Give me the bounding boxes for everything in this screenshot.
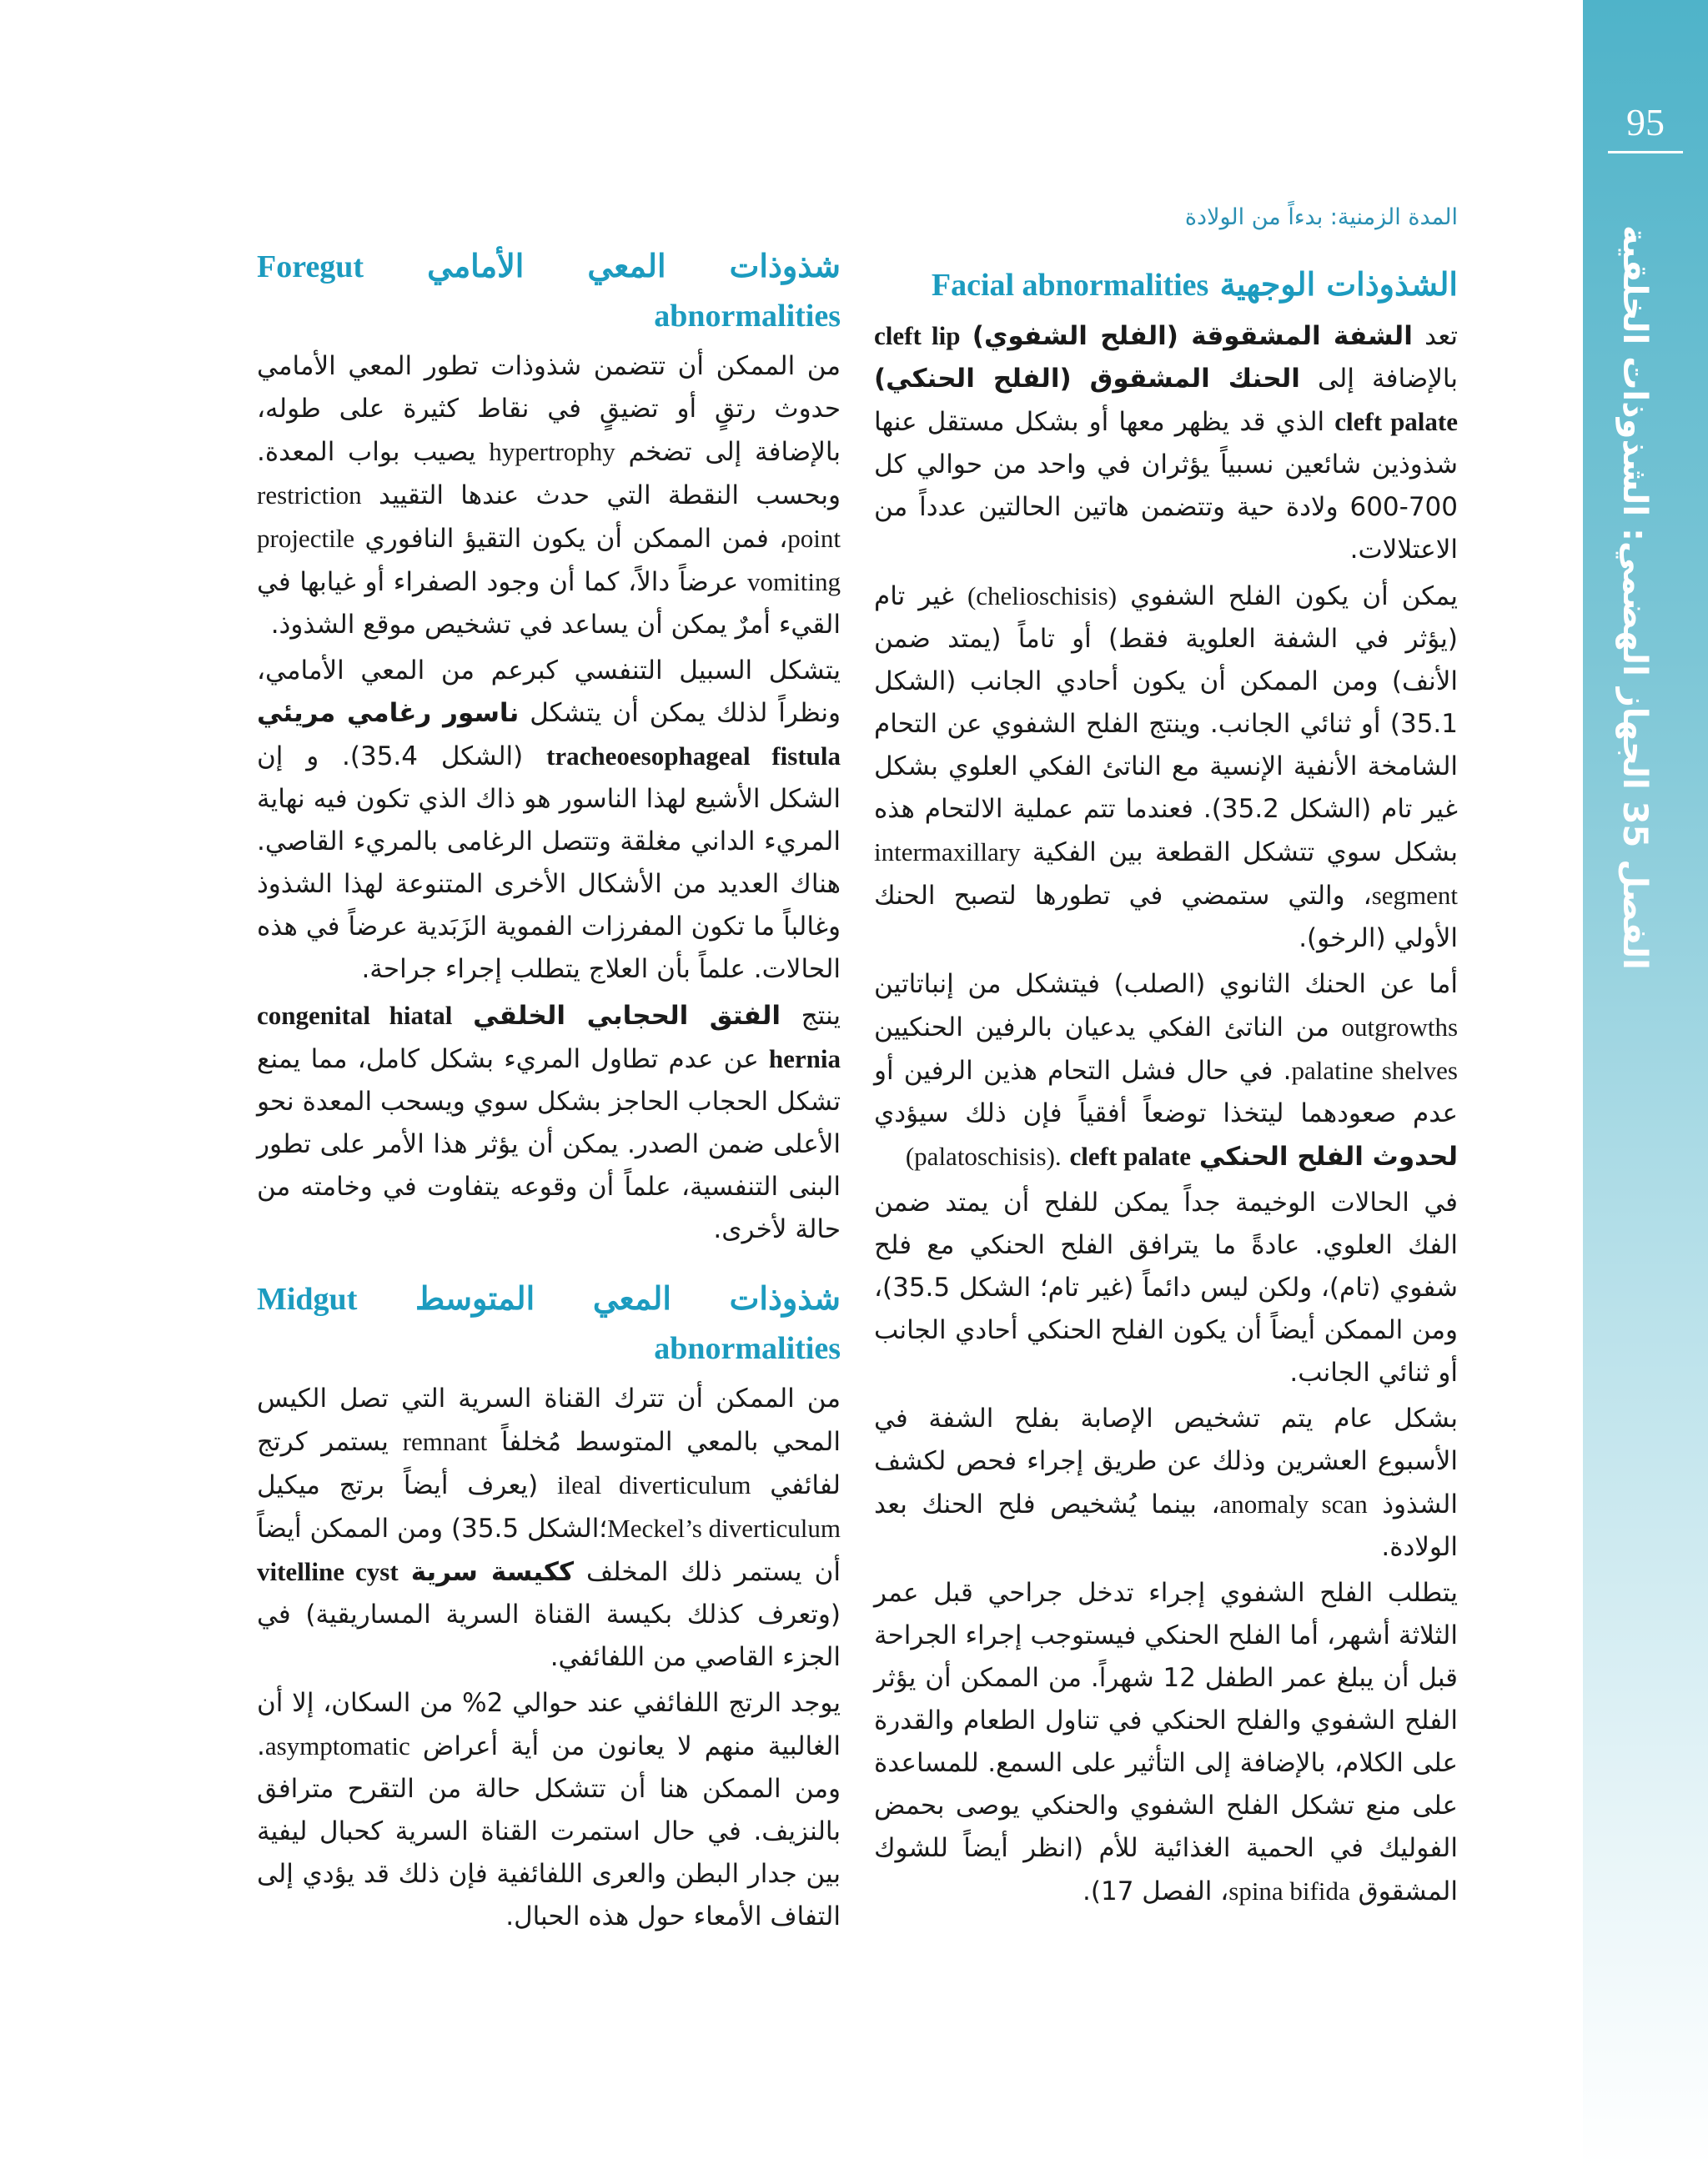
foregut-paragraph-1 bbox=[257, 345, 841, 646]
midgut-paragraph-2 bbox=[257, 1682, 841, 1938]
text-span: . في حال فشل التحام هذين الرفين أو عدم صعودهما ليتخذا توضعاً أفقياً فإن ذلك سيؤدي bbox=[874, 1056, 1458, 1128]
term-en: (chelioschisis) bbox=[967, 581, 1118, 610]
term-en: cleft palate bbox=[1334, 407, 1459, 436]
term-ar: الحنك المشقوق (الفلح الحنكي) bbox=[874, 364, 1300, 394]
term-en: intermaxillary segment bbox=[874, 837, 1458, 910]
text-span: ينتج bbox=[801, 1001, 841, 1031]
text-span: (الشكل 35.4). و إن الشكل الأشيع لهذا الناسور هو ذاك الذي تكون فيه نهاية المريء الداني مغلقة وتتصل الرغامى بالمريء القاصي. هناك العديد من الأشكال الأخرى المتنوعة لهذا الشذوذ وغالباً ما تكون المفرزات الفموية الزَبَدية عرضاً في هذه الحالات. علماً بأن العلاج يتطلب إجراء جراحة. bbox=[257, 741, 841, 984]
text-span: يتشكل السبيل التنفسي كبرعم من المعي الأمامي، ونظراً لذلك يمكن أن يتشكل bbox=[257, 656, 841, 728]
text-span: ، والتي ستمضي في تطورها لتصبح الحنك الأولي (الرخو). bbox=[874, 881, 1458, 953]
facial-paragraph-5 bbox=[874, 1398, 1458, 1569]
text-span: (يعرف أيضاً برتج ميكيل bbox=[257, 1470, 539, 1500]
term-ar: الفتق الحجابي الخلقي bbox=[473, 1001, 781, 1031]
text-span: عرضاً دالاً، كما أن وجود الصفراء أو غيابها في القيء أمرٌ يمكن أن يساعد في تشخيص موقع الشذوذ. bbox=[257, 567, 841, 640]
text-span: يصيب بواب المعدة. وبحسب النقطة التي حدث عندها التقييد bbox=[257, 437, 841, 510]
timeframe-label: المدة الزمنية: بدءاً من الولادة bbox=[1184, 204, 1458, 230]
text-span: بالإضافة إلى bbox=[1318, 364, 1459, 394]
foregut-heading-en: Foregut abnormalities bbox=[257, 249, 841, 334]
term-en: anomaly scan bbox=[1219, 1489, 1368, 1519]
midgut-heading-en: Midgut abnormalities bbox=[257, 1282, 841, 1366]
page-number: 95 bbox=[1608, 100, 1683, 153]
midgut-paragraph-1 bbox=[257, 1378, 841, 1679]
facial-paragraph-3 bbox=[874, 963, 1458, 1178]
text-span: أما عن الحنك الثانوي (الصلب) فيتشكل من إنباتاتين bbox=[874, 969, 1458, 999]
midgut-heading bbox=[257, 1274, 841, 1373]
term-ar: ناسور رغامي مريئي bbox=[257, 698, 520, 728]
text-span: يستمر كرتج لفائفي bbox=[257, 1427, 841, 1500]
chapter-title: الفصل 35 الجهاز الهضمي: الشذوذات الخلقية bbox=[1615, 225, 1654, 970]
text-span: عن عدم تطاول المريء بشكل كامل، مما يمنع تشكل الحجاب الحاجز بشكل سوي ويسحب المعدة نحو الأعلى ضمن الصدر. يمكن أن يؤثر هذا الأمر على تطور البنى التنفسية، علماً أن وقوعه يتفاوت في وخامته من حالة لأخرى. bbox=[257, 1044, 841, 1244]
text-span: ؛الشكل 35.5) ومن الممكن أيضاً أن يستمر ذلك المخلف bbox=[257, 1514, 841, 1587]
text-span: (وتعرف كذلك بكيسة القناة السرية المساريقية) في الجزء القاصي من اللفائفي. bbox=[257, 1600, 841, 1672]
term-en: vitelline cyst bbox=[257, 1557, 399, 1586]
term-en: projectile vomiting bbox=[257, 524, 841, 596]
text-span: ، بينما يُشخيص فلح الحنك بعد الولادة. bbox=[874, 1489, 1458, 1562]
facial-paragraph-2 bbox=[874, 575, 1458, 960]
term-en: hypertrophy bbox=[489, 437, 615, 466]
term-ar: الشفة المشقوقة (الفلح الشفوي) bbox=[972, 321, 1413, 351]
term-ar: ككيسة سرية bbox=[410, 1557, 574, 1587]
term-en: Meckel’s diverticulum bbox=[607, 1514, 841, 1543]
term-en: restriction point bbox=[257, 480, 841, 553]
term-en: outgrowths bbox=[1341, 1012, 1459, 1042]
facial-paragraph-4: في الحالات الوخيمة جداً يمكن للفلح أن يمتد ضمن الفك العلوي. عادةً ما يترافق الفلح الحنكي مع فلح شفوي (تام)، ولكن ليس دائماً (غير تام؛ الشكل 35.5)، ومن الممكن أيضاً أن يكون الفلح الحنكي أحادي الجانب أو ثنائي الجانب. bbox=[874, 1188, 1458, 1388]
foregut-paragraph-3 bbox=[257, 994, 841, 1251]
term-en: spina bifida bbox=[1228, 1876, 1350, 1906]
text-span: من الممكن أن تتضمن شذوذات تطور المعي الأمامي حدوث رتقٍ أو تضيقٍ في نقاط كثيرة على طوله، بالإضافة إلى تضخم bbox=[257, 351, 841, 467]
text-span: الذي قد يظهر معها أو بشكل مستقل عنها شذوذين شائعين نسبياً يؤثران في واحد من حوالي كل 700-600 ولادة حية وتتضمن هاتين الحالتين عدداً من الاعتلالات. bbox=[874, 407, 1458, 565]
foregut-paragraph-2 bbox=[257, 650, 841, 991]
foregut-heading bbox=[257, 242, 841, 340]
term-en: congenital hiatal hernia bbox=[257, 1001, 841, 1073]
text-span: من الممكن أن تترك القناة السرية التي تصل الكيس المحي بالمعي المتوسط مُخلفاً bbox=[257, 1384, 841, 1457]
term-en: remnant bbox=[402, 1427, 488, 1456]
foregut-heading-ar: شذوذات المعي الأمامي bbox=[427, 247, 841, 284]
text-span: ، فمن الممكن أن يكون التقيؤ النافوري bbox=[364, 524, 788, 554]
term-en: cleft palate bbox=[1069, 1142, 1192, 1171]
facial-heading-en: Facial abnormalities bbox=[931, 268, 1209, 303]
facial-paragraph-6 bbox=[874, 1572, 1458, 1913]
facial-paragraph-1 bbox=[874, 314, 1458, 571]
term-ar: لحدوث الفلح الحنكي bbox=[1198, 1142, 1458, 1172]
text-span: ، الفصل 17). bbox=[1083, 1876, 1229, 1906]
right-column bbox=[874, 260, 1458, 1916]
text-span: غير تام (يؤثر في الشفة العلوية فقط) أو تاماً (يمتد ضمن الأنف) ومن الممكن أن يكون أحادي الجانب (الشكل 35.1) أو ثنائي الجانب. وينتج الفلح الشفوي عن التحام الشامخة الأنفية الإنسية مع الناتئ الفكي العلوي بشكل غير تام (الشكل 35.2). فعندما تتم عملية الالتحام هذه بشكل سوي تتشكل القطعة بين الفكية bbox=[874, 581, 1459, 867]
term-en: ileal diverticulum bbox=[557, 1470, 751, 1499]
term-en: asymptomatic bbox=[264, 1731, 410, 1761]
facial-heading-ar: الشذوذات الوجهية bbox=[1219, 265, 1458, 303]
text-span: تعد bbox=[1424, 321, 1459, 351]
facial-heading bbox=[874, 260, 1458, 309]
text-span: . ومن الممكن هنا أن تتشكل حالة من التقرح مترافق بالنزيف. في حال استمرت القناة السرية كحبال ليفية بين جدار البطن والعرى اللفائفية فإن ذلك قد يؤدي إلى التفاف الأمعاء حول هذه الحبال. bbox=[257, 1731, 841, 1931]
text-span: يتطلب الفلح الشفوي إجراء تدخل جراحي قبل عمر الثلاثة أشهر، أما الفلح الحنكي فيستوجب إجراء الجراحة قبل أن يبلغ عمر الطفل 12 شهراً. من الممكن أن يؤثر الفلح الشفوي والفلح الحنكي في تناول الطعام والقدرة على الكلام، بالإضافة إلى التأثير على السمع. للمساعدة على منع تشكل الفلح الشفوي والحنكي يوصى بحمض الفوليك في الحمية الغذائية للأم (انظر أيضاً للشوك المشقوق bbox=[874, 1578, 1459, 1906]
left-column bbox=[257, 242, 841, 1941]
midgut-heading-ar: شذوذات المعي المتوسط bbox=[415, 1279, 841, 1317]
text-span: يوجد الرتج اللفائفي عند حوالي 2% من السكان، إلا أن الغالبية منهم لا يعانون من أية أعراض bbox=[257, 1688, 841, 1761]
term-en: (palatoschisis). bbox=[905, 1142, 1062, 1171]
text-span: من الناتئ الفكي يدعيان بالرفين الحنكيين bbox=[874, 1012, 1329, 1042]
text-span: بشكل عام يتم تشخيص الإصابة بفلح الشفة في الأسبوع العشرين وذلك عن طريق إجراء فحص لكشف الشذوذ bbox=[874, 1404, 1458, 1520]
term-en: tracheoesophageal fistula bbox=[546, 741, 841, 771]
term-en: cleft lip bbox=[874, 321, 961, 350]
chapter-sidebar bbox=[1583, 0, 1708, 2170]
term-en: palatine shelves bbox=[1291, 1056, 1458, 1085]
text-span: يمكن أن يكون الفلح الشفوي bbox=[1130, 581, 1458, 611]
